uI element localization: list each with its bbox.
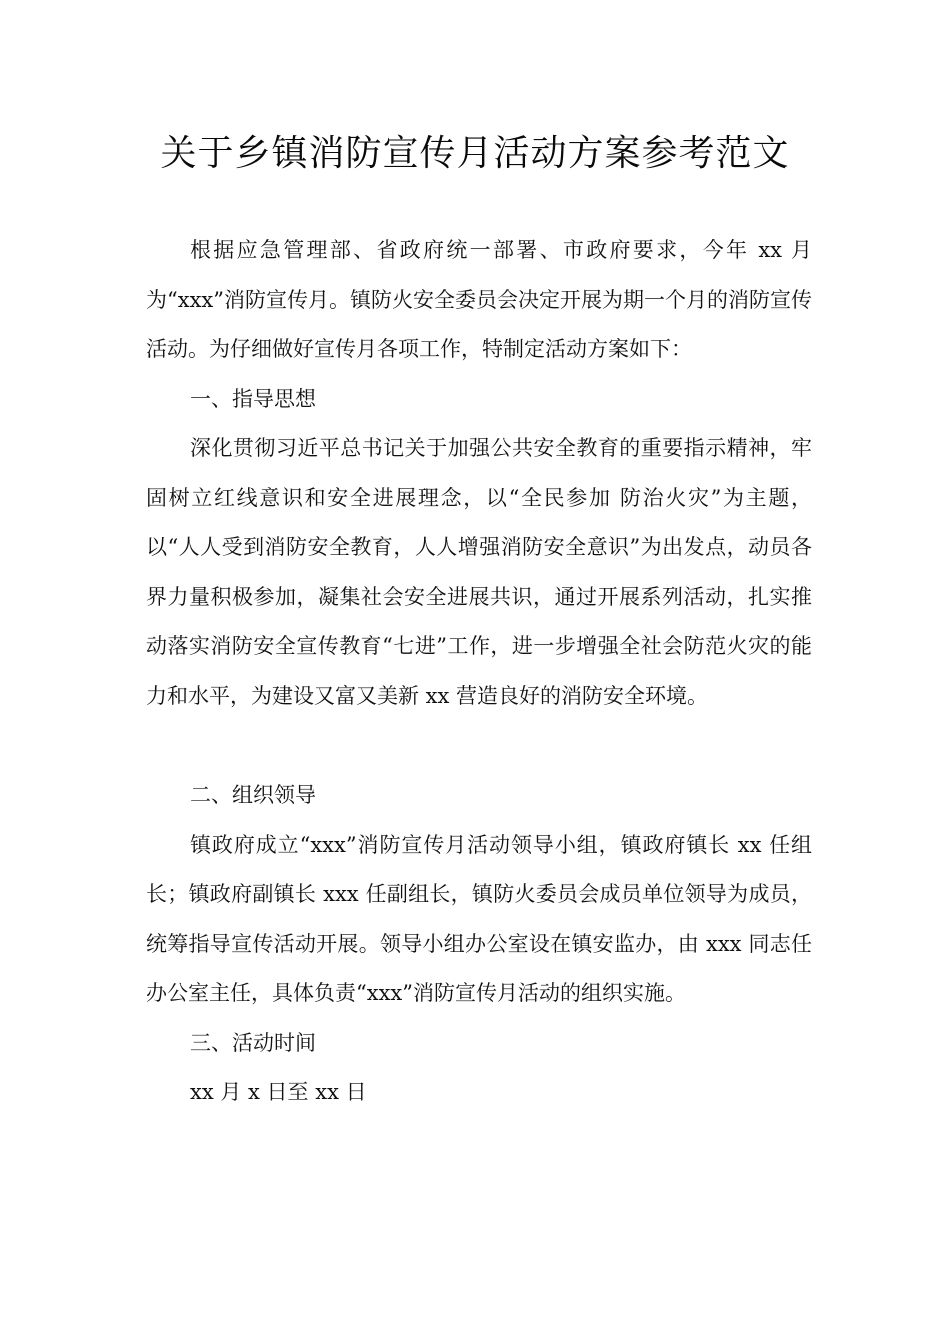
intro-paragraph: 根据应急管理部、省政府统一部署、市政府要求，今年 xx 月为“xxx”消防宣传月。镇防火安全委员会决定开展为期一个月的消防宣传活动。为仔细做好宣传月各项工作，特制定活动方案如下： xyxy=(146,238,812,361)
section1-paragraph: 深化贯彻习近平总书记关于加强公共安全教育的重要指示精神，牢固树立红线意识和安全进展理念，以“全民参加 防治火灾”为主题，以“人人受到消防安全教育，人人增强消防安全意识”为出发点，动员各界力量积极参加，凝集社会安全进展共识，通过开展系列活动，扎实推动落实消防安全宣传教育“七进”工作，进一步增强全社会防范火灾的能力和水平，为建设又富又美新 xx 营造良好的消防安全环境。 xyxy=(146,436,812,708)
document-title: 关于乡镇消防宣传月活动方案参考范文 xyxy=(160,133,790,174)
section2-paragraph: 镇政府成立“xxx”消防宣传月活动领导小组，镇政府镇长 xx 任组长；镇政府副镇长 xxx 任副组长，镇防火委员会成员单位领导为成员，统筹指导宣传活动开展。领导小组办公室设在镇安监办，由 xxx 同志任办公室主任，具体负责“xxx”消防宣传月活动的组织实施。 xyxy=(146,832,812,1005)
section2-heading: 二、组织领导 xyxy=(190,783,316,807)
section1-heading: 一、指导思想 xyxy=(190,386,316,411)
document-body xyxy=(146,226,812,1118)
section3-heading: 三、活动时间 xyxy=(190,1030,316,1055)
section3-paragraph: xx 月 x 日至 xx 日 xyxy=(190,1080,367,1104)
paragraph-gap xyxy=(146,721,812,771)
